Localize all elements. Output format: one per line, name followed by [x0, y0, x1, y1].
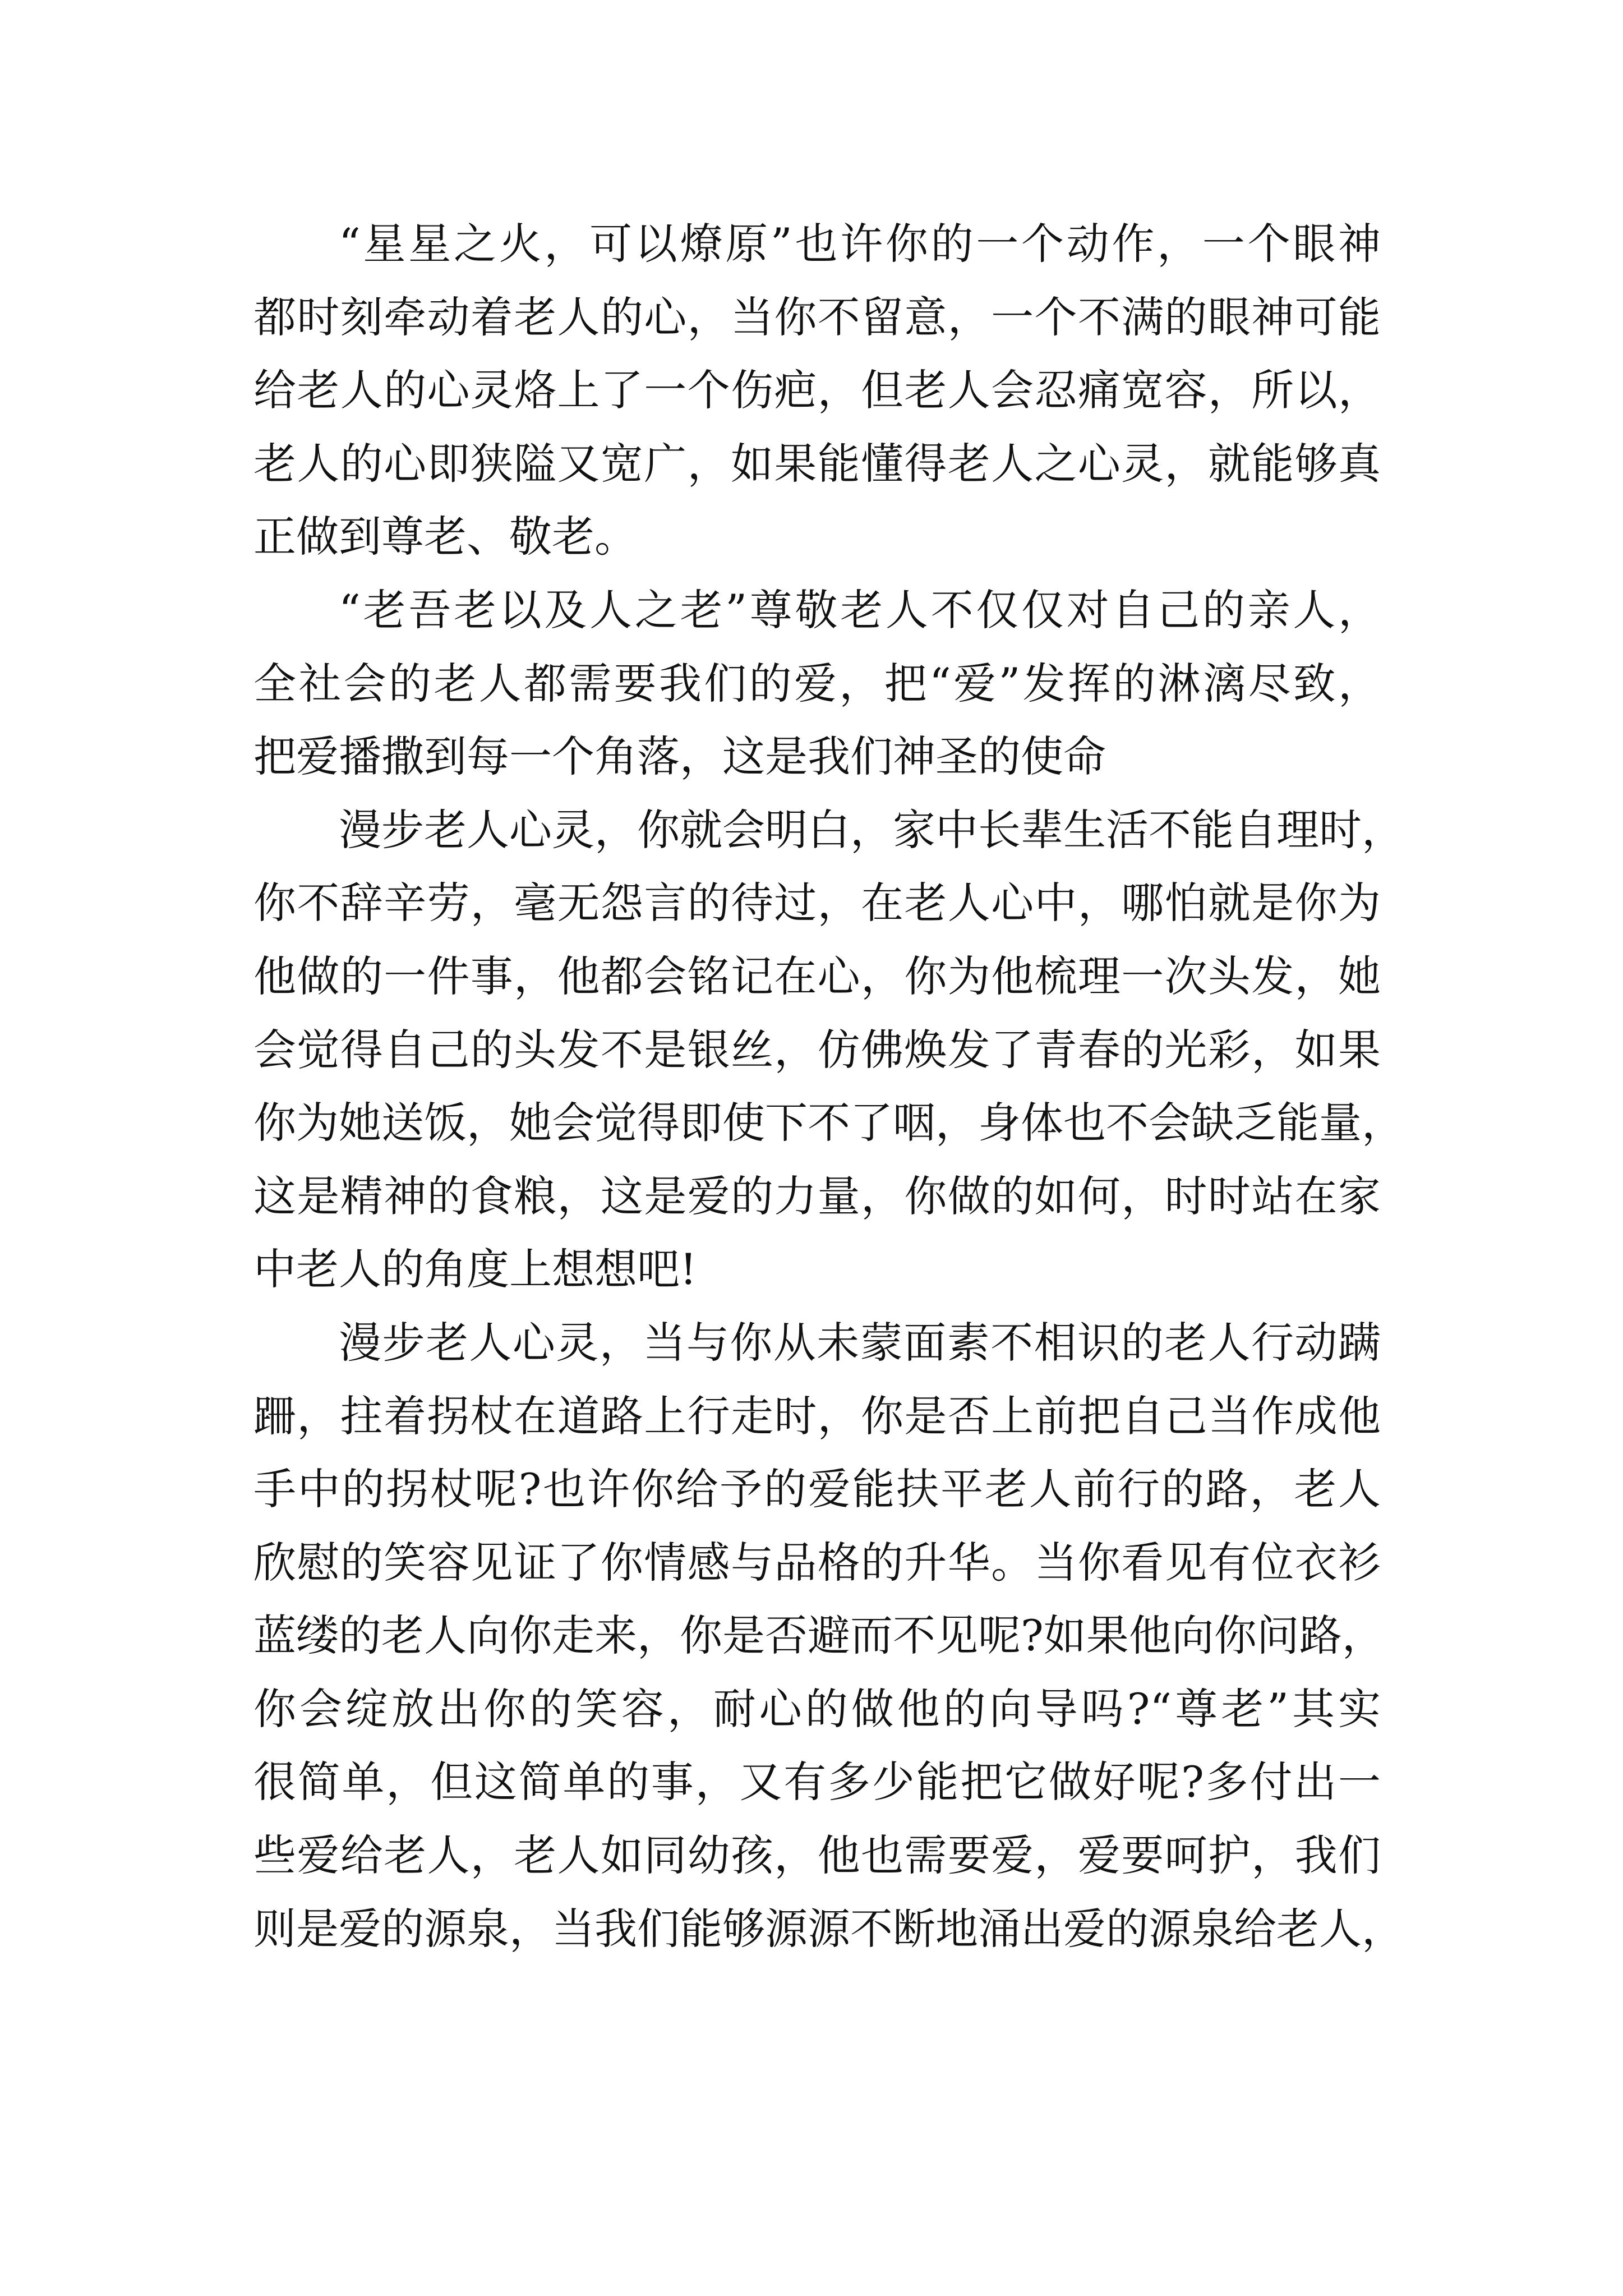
text-line: 全社会的老人都需要我们的爱，把“爱”发挥的淋漓尽致， [253, 658, 1381, 708]
text-line: 他做的一件事，他都会铭记在心，你为他梳理一次头发，她 [253, 951, 1381, 1001]
text-line: 你为她送饭，她会觉得即使下不了咽，身体也不会缺乏能量， [253, 1098, 1404, 1148]
text-line: 正做到尊老、敬老。 [253, 512, 637, 562]
text-line: 你会绽放出你的笑容，耐心的做他的向导吗?“尊老”其实 [253, 1683, 1381, 1734]
text-line: 老人的心即狭隘又宽广，如果能懂得老人之心灵，就能够真 [253, 438, 1381, 489]
text-line: 中老人的角度上想想吧! [253, 1244, 697, 1295]
body-text [253, 208, 1404, 1966]
text-line: 很简单，但这简单的事，又有多少能把它做好呢?多付出一 [253, 1757, 1381, 1807]
text-line: 手中的拐杖呢?也许你给予的爱能扶平老人前行的路，老人 [253, 1464, 1381, 1515]
text-line: 你不辞辛劳，毫无怨言的待过，在老人心中，哪怕就是你为 [253, 878, 1381, 928]
text-line: 会觉得自己的头发不是银丝，仿佛焕发了青春的光彩，如果 [253, 1024, 1381, 1075]
text-line: 漫步老人心灵，当与你从未蒙面素不相识的老人行动蹒 [339, 1317, 1381, 1368]
text-line: 漫步老人心灵，你就会明白，家中长辈生活不能自理时， [339, 804, 1404, 855]
text-line: 跚，拄着拐杖在道路上行走时，你是否上前把自己当作成他 [253, 1391, 1381, 1441]
text-line: 这是精神的食粮，这是爱的力量，你做的如何，时时站在家 [253, 1171, 1381, 1221]
text-line: 则是爱的源泉，当我们能够源源不断地涌出爱的源泉给老人， [253, 1903, 1404, 1954]
text-line: 都时刻牵动着老人的心，当你不留意，一个不满的眼神可能 [253, 292, 1381, 342]
text-line: 欣慰的笑容见证了你情感与品格的升华。当你看见有位衣衫 [253, 1537, 1381, 1588]
text-line: 把爱播撒到每一个角落，这是我们神圣的使命 [253, 731, 1106, 782]
text-line: 些爱给老人，老人如同幼孩，他也需要爱，爱要呵护，我们 [253, 1830, 1381, 1881]
text-line: “星星之火，可以燎原”也许你的一个动作，一个眼神 [339, 219, 1381, 269]
text-line: 蓝缕的老人向你走来，你是否避而不见呢?如果他向你问路， [253, 1611, 1385, 1661]
text-line: “老吾老以及人之老”尊敬老人不仅仅对自己的亲人， [339, 585, 1381, 635]
text-line: 给老人的心灵烙上了一个伤疤，但老人会忍痛宽容，所以， [253, 365, 1381, 416]
